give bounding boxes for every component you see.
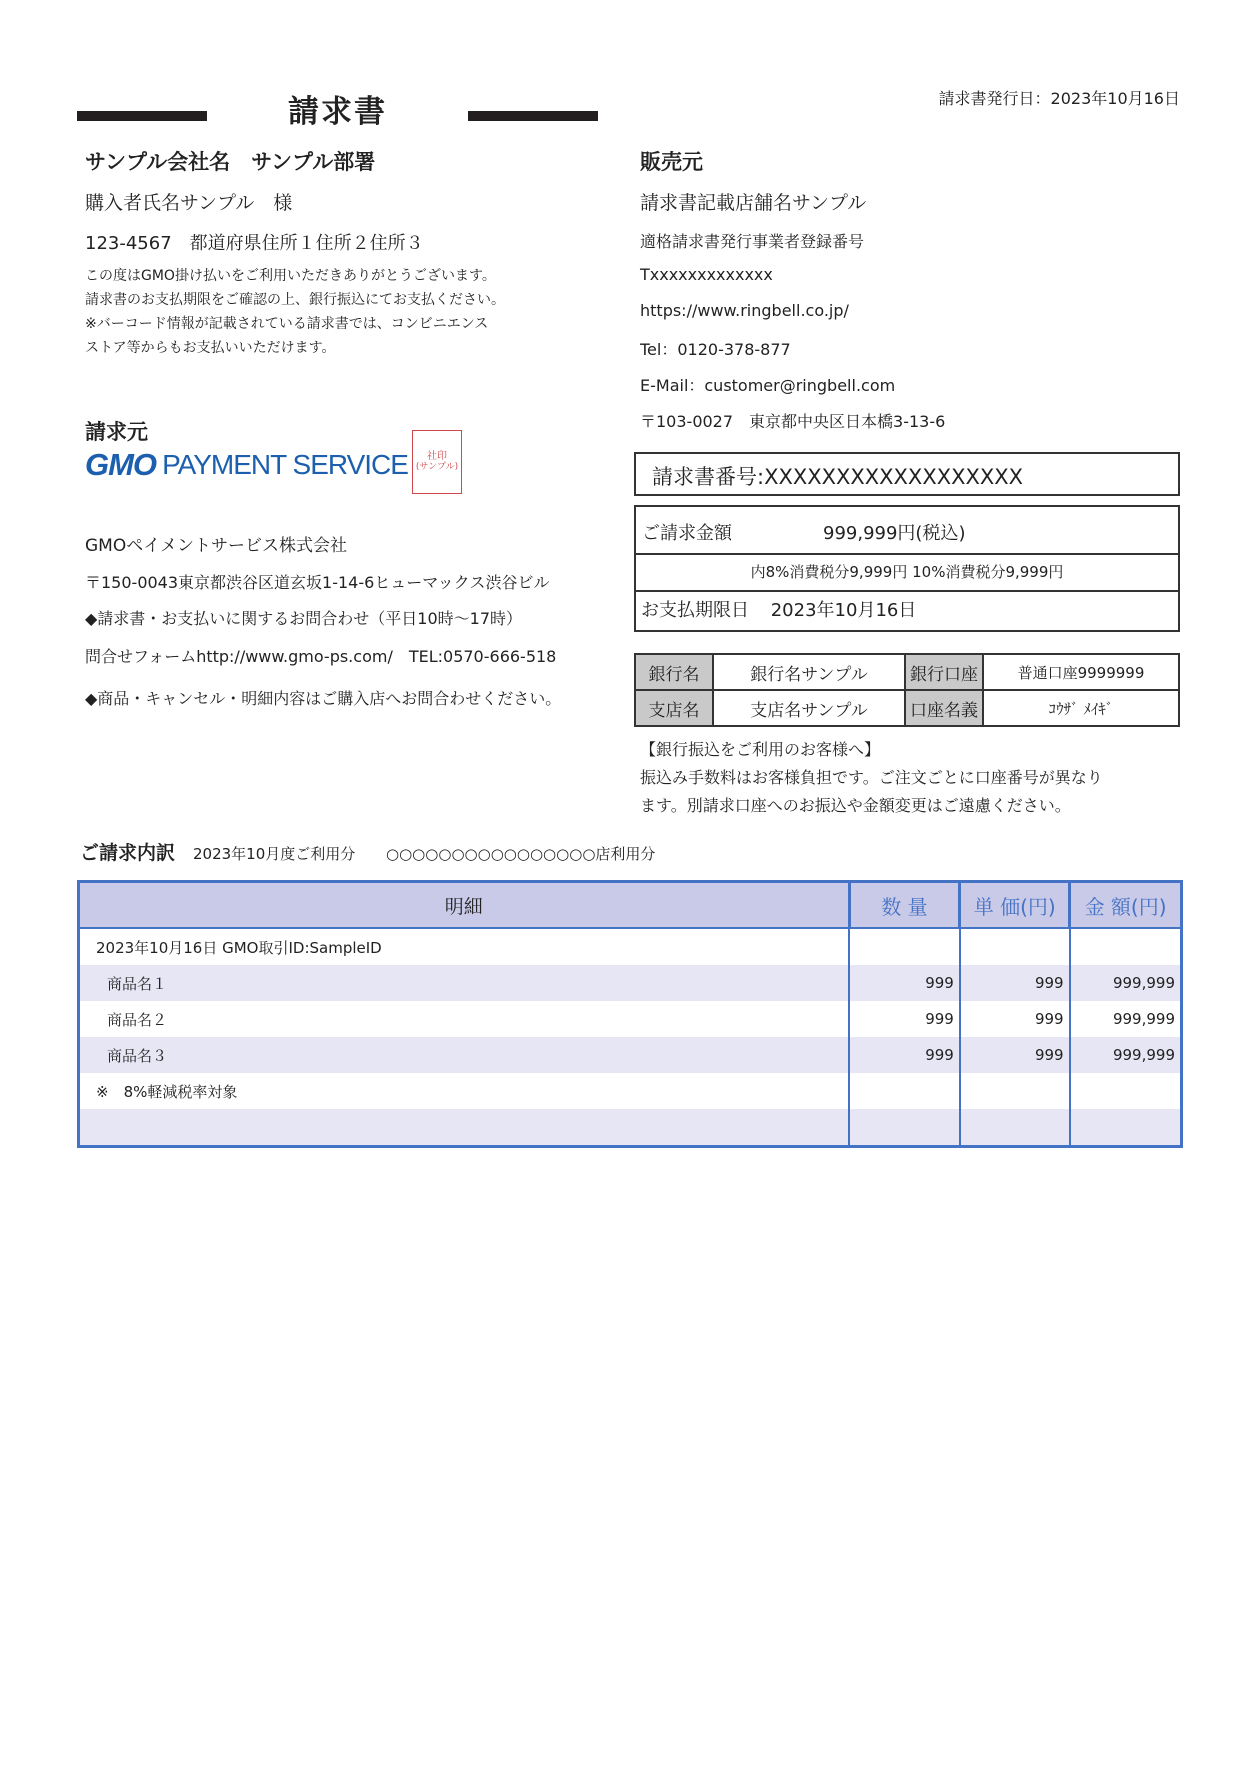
seller-url[interactable]: https://www.ringbell.co.jp/ <box>640 301 849 320</box>
account-holder-value: ｺｳｻﾞ ﾒｲｷﾞ <box>983 690 1179 726</box>
amount-box <box>634 505 1180 632</box>
transaction-line: 2023年10月16日 GMO取引ID:SampleID <box>96 938 382 957</box>
seller-address: 〒103-0027 東京都中央区日本橋3-13-6 <box>640 412 946 431</box>
tax-footnote: ※ 8%軽減税率対象 <box>96 1082 238 1101</box>
seal-text: 社印 <box>427 451 447 462</box>
bank-row <box>635 654 1179 690</box>
buyer-address: 123-4567 都道府県住所１住所２住所３ <box>85 233 424 254</box>
issuer-inquiry-heading: ◆請求書・お支払いに関するお問合わせ（平日10時～17時） <box>85 609 523 628</box>
item-name: 商品名１ <box>79 965 850 1001</box>
company-seal-stamp <box>412 430 462 494</box>
item-name: 商品名３ <box>79 1037 850 1073</box>
buyer-note-line: ※バーコード情報が記載されている請求書では、コンビニエンス <box>85 316 489 332</box>
item-amount: 999,999 <box>1070 1001 1182 1037</box>
due-date-row <box>636 592 1178 632</box>
issuer-contact: 問合せフォームhttp://www.gmo-ps.com/ TEL:0570-666-518 <box>85 647 557 666</box>
item-unit-price: 999 <box>960 965 1070 1001</box>
issuer-address: 〒150-0043東京都渋谷区道玄坂1-14-6ヒューマックス渋谷ビル <box>85 573 550 592</box>
buyer-name: 購入者氏名サンプル 様 <box>85 192 293 214</box>
table-row <box>79 1037 1182 1073</box>
table-row <box>79 965 1182 1001</box>
issuer-heading: 請求元 <box>85 420 148 444</box>
details-period: 2023年10月度ご利用分 <box>193 845 356 863</box>
branch-name-label: 支店名 <box>635 690 713 726</box>
gmo-logo <box>85 448 408 482</box>
seller-store: 請求書記載店舗名サンプル <box>640 192 867 214</box>
column-header-amount: 金 額(円) <box>1070 882 1182 929</box>
buyer-note-line: 請求書のお支払期限をご確認の上、銀行振込にてお支払ください。 <box>85 292 505 308</box>
bank-note-line: 振込み手数料はお客様負担です。ご注文ごとに口座番号が異なり <box>640 768 1103 787</box>
seller-registration-label: 適格請求書発行事業者登録番号 <box>640 232 865 251</box>
table-header-row <box>79 882 1182 929</box>
seller-email: E-Mail：customer@ringbell.com <box>640 376 896 395</box>
bank-account-label: 銀行口座 <box>905 654 983 690</box>
item-quantity: 999 <box>849 1037 960 1073</box>
column-header-quantity: 数 量 <box>849 882 960 929</box>
bank-name-value: 銀行名サンプル <box>713 654 905 690</box>
billing-amount-value: 999,999円(税込) <box>823 523 966 544</box>
item-amount: 999,999 <box>1070 1037 1182 1073</box>
invoice-number: 請求書番号:XXXXXXXXXXXXXXXXXX <box>634 452 1180 496</box>
billing-amount-label: ご請求金額 <box>642 523 732 544</box>
buyer-note-line: この度はGMO掛け払いをご利用いただきありがとうございます。 <box>85 268 496 284</box>
column-header-unit-price: 単 価(円) <box>960 882 1070 929</box>
item-quantity: 999 <box>849 965 960 1001</box>
seller-heading: 販売元 <box>640 150 703 174</box>
seller-registration-number: Txxxxxxxxxxxxx <box>640 265 773 284</box>
item-quantity: 999 <box>849 1001 960 1037</box>
item-amount: 999,999 <box>1070 965 1182 1001</box>
table-row <box>79 1073 1182 1109</box>
issuer-company: GMOペイメントサービス株式会社 <box>85 536 348 556</box>
buyer-company: サンプル会社名 サンプル部署 <box>85 150 376 174</box>
account-holder-label: 口座名義 <box>905 690 983 726</box>
due-date-value: 2023年10月16日 <box>770 600 917 621</box>
logo-payment-service-text: PAYMENT SERVICE <box>162 449 408 480</box>
seller-tel: Tel：0120-378-877 <box>640 340 791 359</box>
bank-row <box>635 690 1179 726</box>
tax-breakdown: 内8%消費税分9,999円 10%消費税分9,999円 <box>636 555 1178 592</box>
table-row <box>79 1001 1182 1037</box>
table-row <box>79 928 1182 965</box>
table-row <box>79 1109 1182 1147</box>
branch-name-value: 支店名サンプル <box>713 690 905 726</box>
billing-amount-row <box>636 507 1178 555</box>
bank-note-line: 【銀行振込をご利用のお客様へ】 <box>640 740 881 759</box>
details-table <box>77 880 1183 1148</box>
item-unit-price: 999 <box>960 1037 1070 1073</box>
bank-name-label: 銀行名 <box>635 654 713 690</box>
seal-sample-text: (サンプル) <box>415 462 459 472</box>
bank-info-table <box>634 653 1180 727</box>
bank-account-value: 普通口座9999999 <box>983 654 1179 690</box>
details-shop: ○○○○○○○○○○○○○○○○店利用分 <box>386 845 656 863</box>
issue-date: 請求書発行日：2023年10月16日 <box>938 89 1180 108</box>
details-heading: ご請求内訳 <box>80 842 176 864</box>
document-title: 請求書 <box>288 94 387 130</box>
logo-gmo-text: GMO <box>85 447 157 482</box>
bank-note-line: ます。別請求口座へのお振込や金額変更はご遠慮ください。 <box>640 796 1071 815</box>
item-unit-price: 999 <box>960 1001 1070 1037</box>
buyer-note-line: ストア等からもお支払いいただけます。 <box>85 340 336 356</box>
item-name: 商品名２ <box>107 1010 168 1029</box>
due-date-label: お支払期限日 <box>641 600 749 621</box>
column-header-description: 明細 <box>79 882 850 929</box>
issuer-product-note: ◆商品・キャンセル・明細内容はご購入店へお問合わせください。 <box>85 689 562 708</box>
